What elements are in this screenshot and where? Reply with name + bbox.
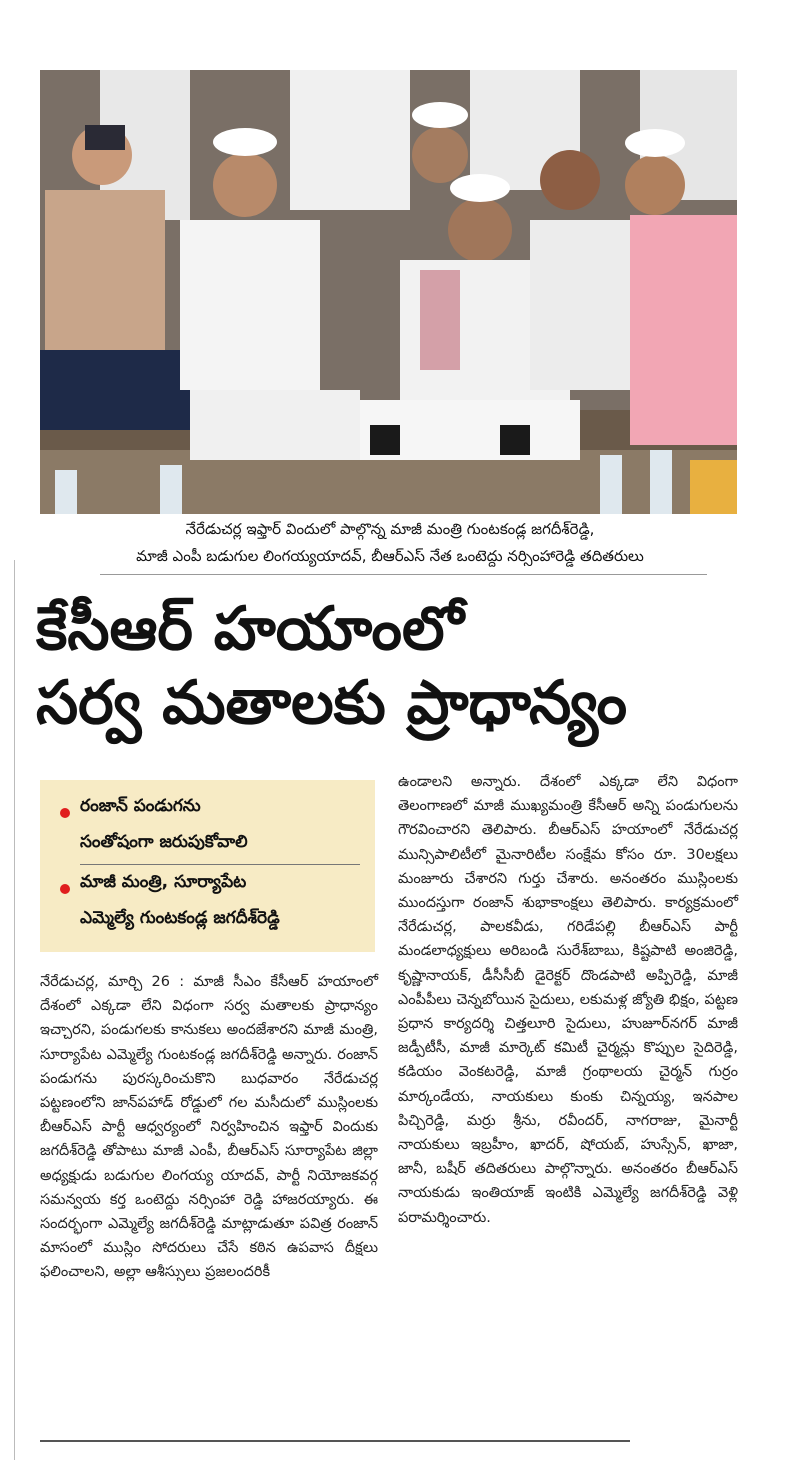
highlights-box xyxy=(40,780,375,952)
photo-caption xyxy=(60,516,720,570)
bullet-icon xyxy=(60,884,70,894)
highlight-divider xyxy=(80,864,360,865)
article-headline xyxy=(36,592,776,740)
article-body-left-column: నేరేడుచర్ల, మార్చి 26 : మాజీ సీఎం కేసీఆర్ హయాంలో దేశంలో ఎక్కడా లేని విధంగా సర్వ మతాలకు ప్రాధాన్యం ఇచ్చారని, పండుగలకు కానుకలు అందజేశారని మాజీ మంత్రి, సూర్యాపేట ఎమ్మెల్యే గుంటకండ్ల జగదీశ్‌రెడ్డి అన్నారు. రంజాన్ పండుగను పురస్కరించుకొని బుధవారం నేరేడుచర్ల పట్టణంలోని జాన్‌పహాడ్ రోడ్డులో గల మసీదులో ముస్లింలకు బీఆర్ఎస్ పార్టీ ఆధ్వర్యంలో నిర్వహించిన ఇఫ్తార్ విందుకు జగదీశ్‌రెడ్డి తోపాటు మాజీ ఎంపీ, బీఆర్ఎస్ సూర్యాపేట జిల్లా అధ్యక్షుడు బడుగుల లింగయ్య యాదవ్, పార్టీ నియోజకవర్గ సమన్వయ కర్త ఒంటెద్దు నర్సింహా రెడ్డి హాజరయ్యారు. ఈ సందర్భంగా ఎమ్మెల్యే జగదీశ్‌రెడ్డి మాట్లాడుతూ పవిత్ర రంజాన్ మాసంలో ముస్లిం సోదరులు చేసే కఠిన ఉపవాస దీక్షలు ఫలించాలని, అల్లా ఆశీస్సులు ప్రజలందరికీ xyxy=(40,974,378,1281)
headline-line-1: కేసీఆర్ హయాంలో xyxy=(36,594,464,664)
highlight-2-line-2: ఎమ్మెల్యే గుంటకండ్ల జగదీశ్‌రెడ్డి xyxy=(80,908,280,928)
bullet-icon xyxy=(60,808,70,818)
highlight-1-line-2: సంతోషంగా జరుపుకోవాలి xyxy=(80,832,248,852)
bottom-divider xyxy=(40,1440,630,1442)
headline-line-2: సర్వ మతాలకు ప్రాధాన్యం xyxy=(36,668,628,738)
caption-line-1: నేరేడుచర్ల ఇఫ్తార్ విందులో పాల్గొన్న మాజీ మంత్రి గుంటకండ్ల జగదీశ్‌రెడ్డి, xyxy=(185,520,595,538)
news-photo xyxy=(40,70,737,514)
highlight-2-line-1: మాజీ మంత్రి, సూర్యాపేట xyxy=(80,872,247,892)
article-body-right-column: ఉండాలని అన్నారు. దేశంలో ఎక్కడా లేని విధంగా తెలంగాణలో మాజీ ముఖ్యమంత్రి కేసీఆర్ అన్ని పండుగులను గౌరవించారని తెలిపారు. బీఆర్ఎస్ హయాంలో నేరేడుచర్ల మున్సిపాలిటీలో మైనారిటీల సంక్షేమ కోసం రూ. 30లక్షలు మంజూరు చేశారని గుర్తు చేశారు. అనంతరం ముస్లింలకు ముందస్తుగా రంజాన్ శుభాకాంక్షలు తెలిపారు. కార్యక్రమంలో నేరేడుచర్ల, పాలకవీడు, గరిడేపల్లి బీఆర్ఎస్ పార్టీ మండలాధ్యక్షులు అరిబండి సురేశ్‌బాబు, కిష్టపాటి అంజిరెడ్డి, కృష్ణానాయక్, డీసీసీబీ డైరెక్టర్ దొండపాటి అప్పిరెడ్డి, మాజీ ఎంపీపీలు చెన్నబోయిన సైదులు, లకుమళ్ల జ్యోతి భిక్షం, పట్టణ ప్రధాన కార్యదర్శి చిత్తలూరి సైదులు, హుజూర్‌నగర్ మాజీ జడ్పీటీసీ, మాజీ మార్కెట్ కమిటీ చైర్మన్లు కొప్పుల సైదిరెడ్డి, కడియం వెంకటరెడ్డి, మాజీ గ్రంథాలయ చైర్మన్ గుర్రం మార్కండేయ, నాయకులు కుంకు చిన్నయ్య, ఇనపాల పిచ్చిరెడ్డి, మర్రు శ్రీను, రవీందర్, నాగరాజు, మైనార్టీ నాయకులు ఇబ్రహీం, ఖాదర్, షోయబ్, హుస్సేన్, ఖాజా, జానీ, బషీర్ తదితరులు పాల్గొన్నారు. అనంతరం బీఆర్ఎస్ నాయకుడు ఇంతియాజ్ ఇంటికి ఎమ్మెల్యే జగదీశ్‌రెడ్డి వెళ్లి పరామర్శించారు. xyxy=(398,774,738,1226)
column-divider xyxy=(14,560,15,1460)
highlight-1-line-1: రంజాన్ పండుగను xyxy=(80,796,201,816)
caption-divider xyxy=(100,574,707,575)
caption-line-2: మాజీ ఎంపీ బడుగుల లింగయ్యయాదవ్, బీఆర్ఎస్ నేత ఒంటెద్దు నర్సింహారెడ్డి తదితరులు xyxy=(136,547,644,565)
group-photo-icon xyxy=(40,70,737,514)
